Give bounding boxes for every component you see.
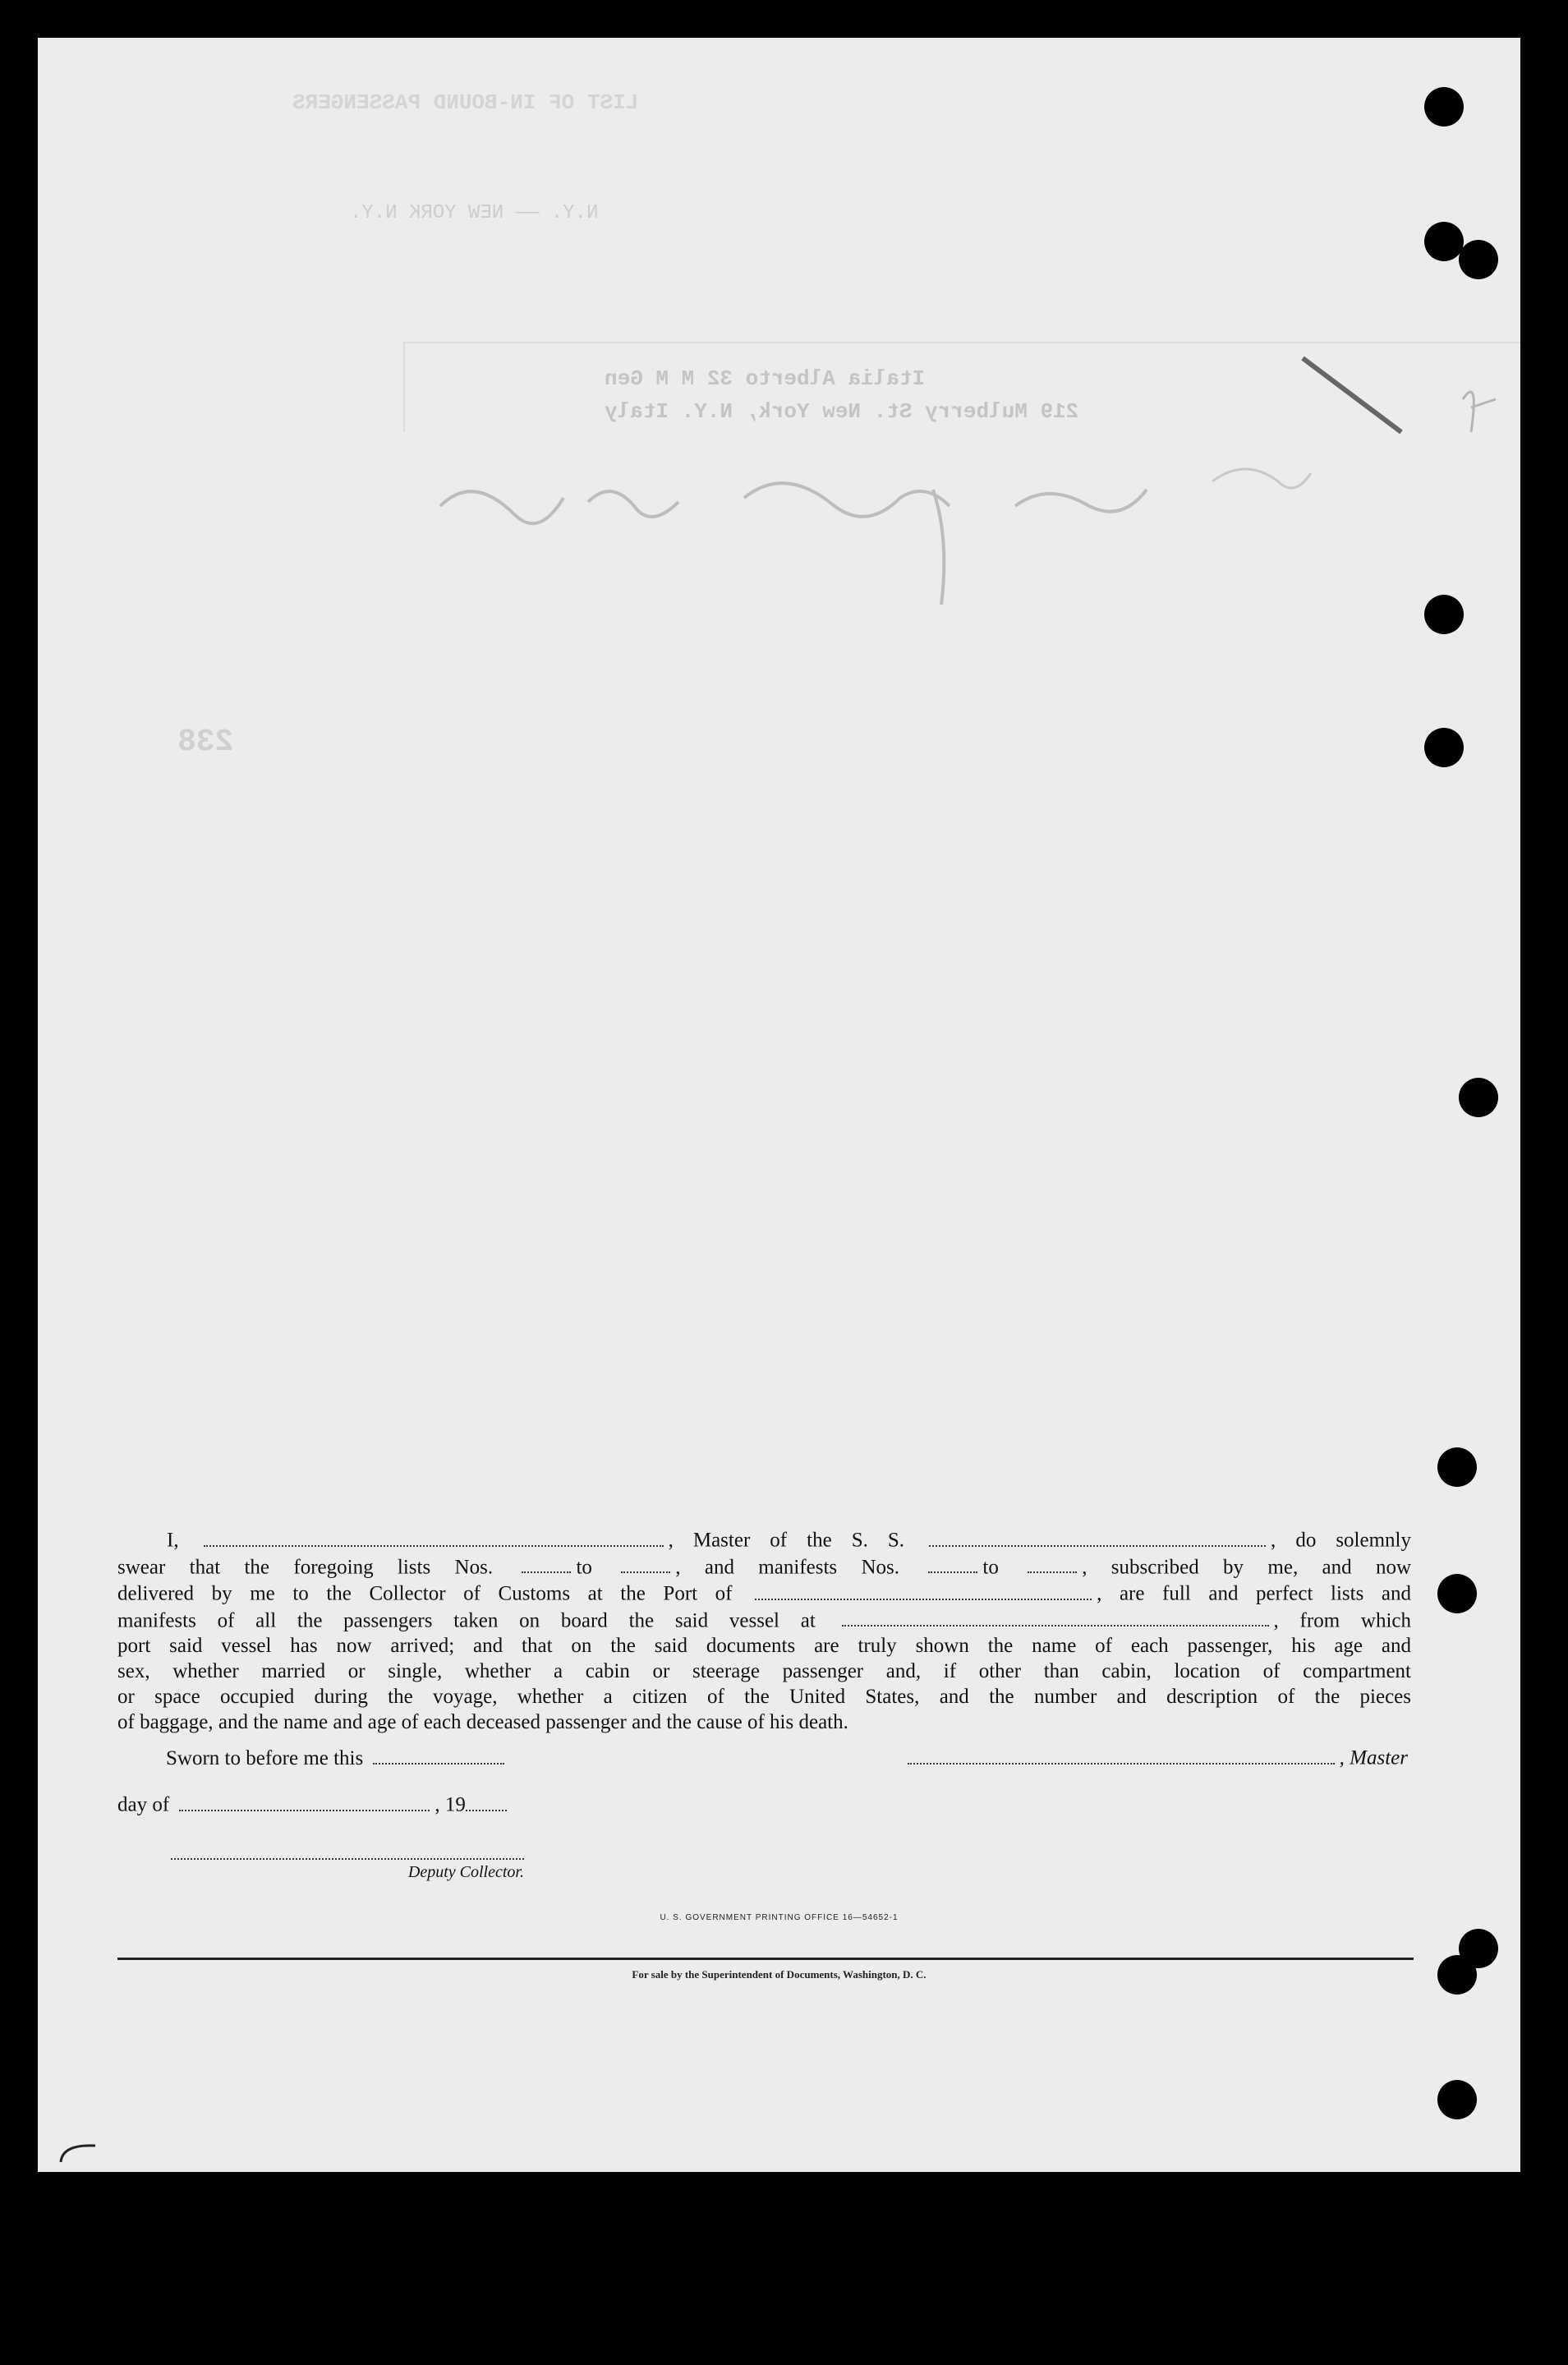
corner-pen-mark bbox=[54, 2141, 103, 2165]
bleed-through-header: LIST OF IN-BOUND PASSENGERS bbox=[292, 90, 639, 115]
oath-manifests-all: manifests of all the passengers taken on board the said vessel at bbox=[117, 1609, 816, 1631]
punch-hole bbox=[1424, 87, 1464, 127]
oath-swear-lists: swear that the foregoing lists Nos. bbox=[117, 1556, 494, 1578]
sworn-label: Sworn to before me this bbox=[166, 1746, 364, 1769]
manifests-to-blank[interactable] bbox=[1028, 1553, 1077, 1574]
bleed-through-row: N.Y. —— NEW YORK N.Y. bbox=[350, 202, 599, 224]
oath-line-3 bbox=[117, 1580, 1411, 1607]
master-signature-area bbox=[903, 1744, 1408, 1770]
month-blank[interactable] bbox=[179, 1791, 430, 1811]
oath-line-7: or space occupied during the voyage, whether a citizen of the United States, and the number and description of the pieces bbox=[117, 1686, 1411, 1708]
year-prefix: , 19 bbox=[435, 1793, 466, 1816]
oath-delivered: delivered by me to the Collector of Customs at the Port of bbox=[117, 1582, 733, 1605]
departure-port-blank[interactable] bbox=[842, 1607, 1269, 1627]
oath-to-1: to bbox=[576, 1556, 592, 1578]
footer-rule bbox=[117, 1958, 1414, 1960]
bleed-through-entry-1: Italia Alberto 32 M M Gen bbox=[605, 366, 926, 391]
lists-from-blank[interactable] bbox=[522, 1553, 571, 1574]
oath-line-2 bbox=[117, 1553, 1411, 1581]
bleed-through-rule-v bbox=[403, 342, 405, 432]
punch-hole bbox=[1459, 240, 1498, 279]
master-label: , Master bbox=[1339, 1746, 1408, 1769]
bleed-through-number: 238 bbox=[177, 725, 234, 760]
bleed-through-rule bbox=[403, 342, 1520, 343]
printing-office-imprint: U. S. GOVERNMENT PRINTING OFFICE 16—54652-1 bbox=[660, 1913, 899, 1922]
oath-master-of: , Master of the S. S. bbox=[668, 1529, 905, 1552]
oath-i: I, bbox=[167, 1529, 179, 1552]
port-blank[interactable] bbox=[755, 1580, 1092, 1600]
punch-hole bbox=[1424, 595, 1464, 634]
handwritten-scrawl bbox=[391, 424, 1377, 605]
sworn-row bbox=[102, 1744, 1408, 1770]
oath-to-2: to bbox=[982, 1556, 999, 1578]
bleed-through-entry-2: 219 Mulberry St. New York, N.Y. Italy bbox=[605, 399, 1079, 424]
sworn-date-blank[interactable] bbox=[373, 1744, 504, 1765]
master-name-blank[interactable] bbox=[204, 1526, 664, 1547]
lists-to-blank[interactable] bbox=[621, 1553, 670, 1574]
oath-line-1 bbox=[117, 1526, 1411, 1553]
vessel-name-blank[interactable] bbox=[929, 1526, 1266, 1547]
day-of-row bbox=[117, 1791, 1423, 1817]
deputy-collector-signature[interactable] bbox=[171, 1858, 524, 1882]
manifests-from-blank[interactable] bbox=[928, 1553, 977, 1574]
master-signature-blank[interactable] bbox=[908, 1744, 1335, 1765]
punch-hole bbox=[1424, 728, 1464, 767]
punch-hole bbox=[1437, 1955, 1477, 1995]
oath-line-8: of baggage, and the name and age of each deceased passenger and the cause of his death. bbox=[117, 1711, 848, 1733]
punch-hole bbox=[1424, 222, 1464, 261]
oath-line-6: sex, whether married or single, whether a cabin or steerage passenger and, if other than cabin, location of compartment bbox=[117, 1660, 1411, 1682]
oath-line-4 bbox=[117, 1607, 1411, 1634]
punch-hole bbox=[1459, 1078, 1498, 1117]
year-blank[interactable] bbox=[466, 1791, 507, 1811]
deputy-collector-label: Deputy Collector. bbox=[407, 1863, 524, 1881]
day-of-label: day of bbox=[117, 1793, 170, 1816]
punch-hole bbox=[1437, 2080, 1477, 2119]
oath-full-perfect: , are full and perfect lists and bbox=[1097, 1582, 1412, 1605]
document-page bbox=[38, 38, 1520, 2172]
pen-stroke-mark bbox=[1294, 350, 1500, 465]
for-sale-notice: For sale by the Superintendent of Documents, Washington, D. C. bbox=[632, 1968, 927, 1981]
oath-solemnly: , do solemnly bbox=[1271, 1529, 1411, 1552]
oath-from-which: , from which bbox=[1273, 1609, 1411, 1631]
oath-subscribed: , subscribed by me, and now bbox=[1082, 1556, 1412, 1578]
oath-manifests-nos: , and manifests Nos. bbox=[675, 1556, 900, 1578]
punch-hole bbox=[1437, 1574, 1477, 1613]
oath-text bbox=[117, 1526, 1411, 1735]
punch-hole bbox=[1437, 1447, 1477, 1487]
oath-line-5: port said vessel has now arrived; and that on the said documents are truly shown the name of each passenger, his age and bbox=[117, 1635, 1411, 1657]
